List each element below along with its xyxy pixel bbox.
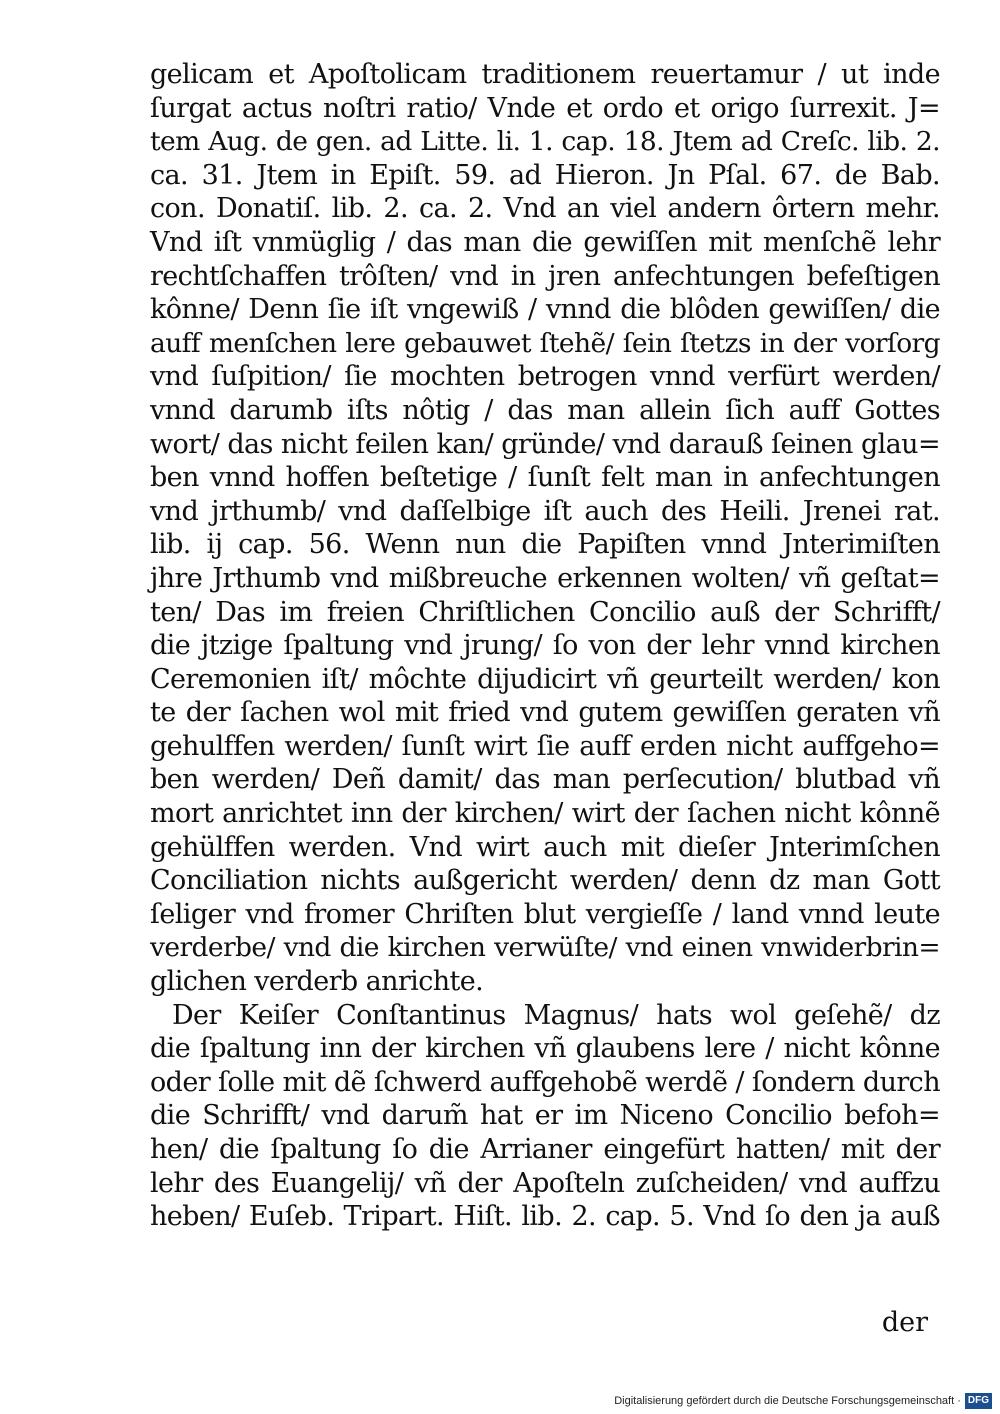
text-line: gehulffen werden/ ſunſt wirt ſie auff erden nicht auffgeho= [150, 730, 940, 762]
text-line: te der ſachen wol mit fried vnd gutem gewiſſen geraten vñ [150, 697, 940, 729]
text-line: ſurgat actus noſtri ratio/ Vnde et ordo et origo ſurrexit. J= [150, 92, 940, 124]
text-line: mort anrichtet inn der kirchen/ wirt der ſachen nicht kônnẽ [150, 798, 940, 830]
text-line: ben vnnd hoffen beſtetige / ſunſt felt man in anfechtungen [150, 462, 940, 494]
text-line: lehr des Euangelij/ vñ der Apoſteln zuſcheiden/ vnd auffzu [150, 1167, 940, 1199]
text-line: Conciliation nichts außgericht werden/ denn dz man Gott [150, 865, 940, 897]
text-line: kônne/ Denn ſie iſt vngewiß / vnnd die blôden gewiſſen/ die [150, 294, 940, 326]
text-line: die ſpaltung inn der kirchen vñ glaubens lere / nicht kônne [150, 1033, 940, 1065]
text-line: lib. ij cap. 56. Wenn nun die Papiſten vnnd Jnterimiſten [150, 529, 940, 561]
text-line: gelicam et Apoſtolicam traditionem reuertamur / ut inde [150, 59, 940, 90]
text-line: jhre Jrthumb vnd mißbreuche erkennen wolten/ vñ geſtat= [150, 562, 940, 594]
text-line: ca. 31. Jtem in Epiſt. 59. ad Hieron. Jn Pſal. 67. de Bab. [150, 159, 940, 191]
text-line: oder ſolle mit dẽ ſchwerd auffgehobẽ werdẽ / ſondern durch [150, 1066, 940, 1098]
text-line: wort/ das nicht feilen kan/ gründe/ vnd darauß ſeinen glau= [150, 428, 940, 460]
text-line: rechtſchaffen trôſten/ vnd in jren anfechtungen befeſtigen [150, 260, 940, 292]
text-line: hen/ die ſpaltung ſo die Arrianer eingefürt hatten/ mit der [150, 1134, 940, 1165]
text-line: Vnd iſt vnmüglig / das man die gewiſſen mit menſchẽ lehr [150, 226, 940, 258]
body-text [150, 58, 940, 1234]
text-line: vnd jrthumb/ vnd daſſelbige iſt auch des Heili. Jrenei rat. [150, 495, 940, 527]
text-line: die jtzige ſpaltung vnd jrung/ ſo von der lehr vnnd kirchen [150, 630, 940, 662]
dfg-logo: DFG [965, 1393, 992, 1409]
text-line: ten/ Das im freien Chriſtlichen Concilio auß der Schrifft/ [150, 596, 940, 628]
text-line: gehülffen werden. Vnd wirt auch mit dieſer Jnterimſchen [150, 831, 940, 863]
text-line: Der Keiſer Conſtantinus Magnus/ hats wol geſehẽ/ dz [172, 999, 940, 1031]
text-line: vnnd darumb iſts nôtig / das man allein ſich auff Gottes [150, 394, 940, 426]
text-line: verderbe/ vnd die kirchen verwüſte/ vnd einen vnwiderbrin= [150, 932, 940, 964]
digitization-credit [614, 1392, 992, 1410]
credit-text: Digitalisierung gefördert durch die Deutsche Forschungsgemeinschaft · [614, 1395, 961, 1407]
text-line: con. Donatiſ. lib. 2. ca. 2. Vnd an viel andern ôrtern mehr. [150, 193, 940, 225]
text-line: vnd ſuſpition/ ſie mochten betrogen vnnd verfürt werden/ [150, 361, 940, 393]
text-line: glichen verderb anrichte. [150, 966, 484, 998]
text-line: tem Aug. de gen. ad Litte. li. 1. cap. 18. Jtem ad Creſc. lib. 2. [150, 126, 940, 158]
text-line: auff menſchen lere gebauwet ſtehẽ/ ſein ſtetzs in der vorſorg [150, 327, 940, 359]
text-line: ſeliger vnd fromer Chriſten blut vergieſſe / land vnnd leute [150, 898, 940, 930]
text-line: ben werden/ Deñ damit/ das man perſecution/ blutbad vñ [150, 764, 940, 796]
text-line: heben/ Euſeb. Tripart. Hiſt. lib. 2. cap. 5. Vnd ſo den ja auß [150, 1201, 940, 1233]
catchword: der [881, 1307, 928, 1338]
text-line: die Schrifft/ vnd darum̃ hat er im Niceno Concilio befoh= [150, 1100, 940, 1132]
text-line: Ceremonien iſt/ môchte dijudicirt vñ geurteilt werden/ kon [150, 663, 940, 695]
